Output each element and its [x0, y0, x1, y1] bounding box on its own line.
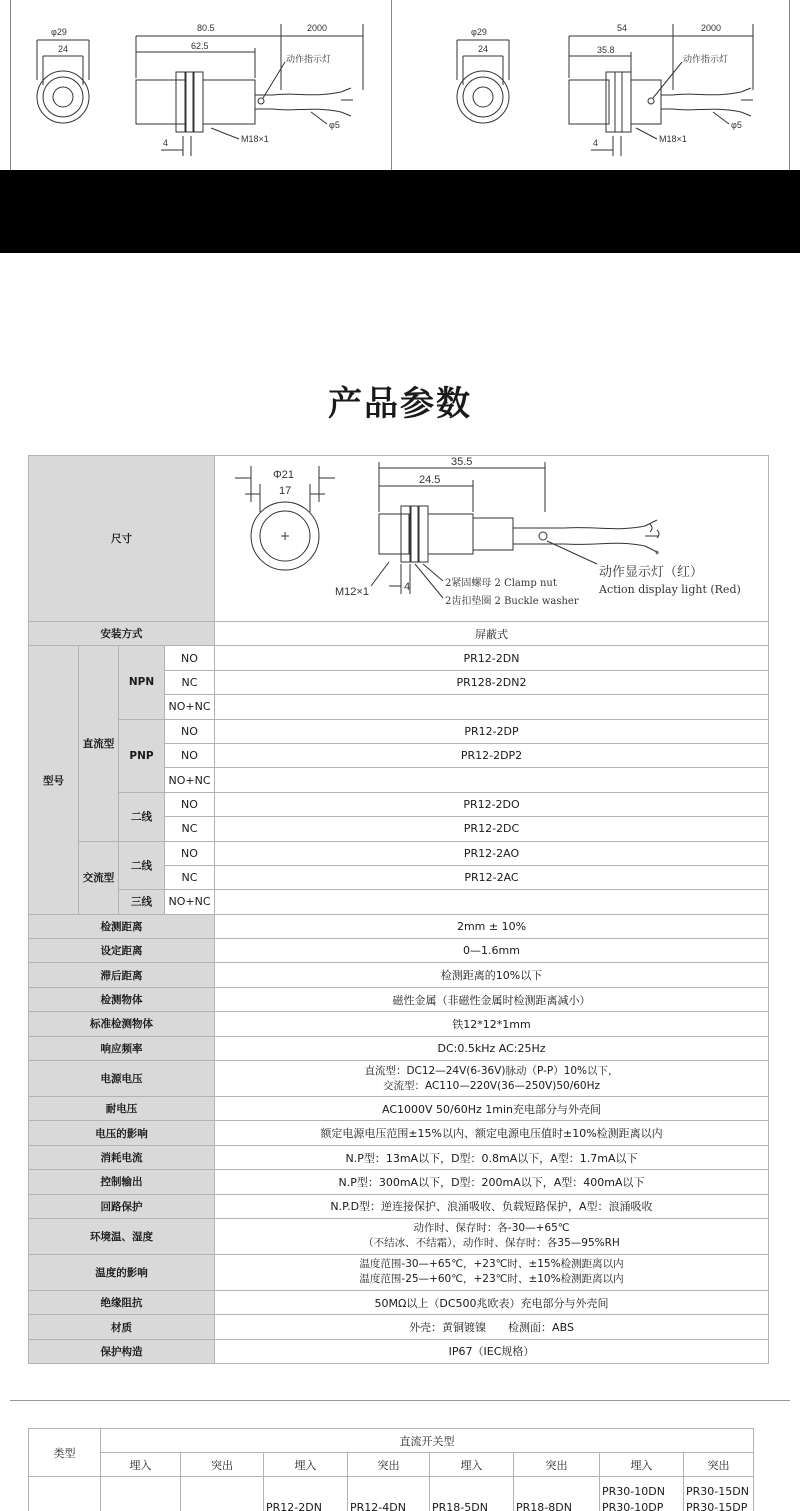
spec-value: DC:0.5kHz AC:25Hz: [215, 1036, 769, 1060]
contact-no: NO: [165, 792, 215, 816]
model-cell: PR30-15DN PR30-15DP: [684, 1477, 754, 1511]
panel-divider: [391, 0, 392, 170]
label-clamp-nut: 2紧固螺母 2 Clamp nut: [445, 578, 557, 589]
dim-body-length: 24.5: [419, 474, 441, 486]
model-pnp-nonc: [215, 768, 769, 792]
spec-value: 铁12*12*1mm: [215, 1012, 769, 1036]
section-divider: [10, 1400, 790, 1401]
spec-value: N.P型：13mA以下，D型：0.8mA以下，A型：1.7mA以下: [215, 1145, 769, 1169]
model-cell: PR18-8DN: [514, 1477, 600, 1511]
dim-total-length: 35.5: [451, 456, 473, 468]
spec-value: 50MΩ以上（DC500兆欧表）充电部分与外壳间: [215, 1290, 769, 1314]
spec-value: 额定电源电压范围±15%以内、额定电源电压值时±10%检测距离以内: [215, 1121, 769, 1145]
contact-nonc: NO+NC: [165, 890, 215, 914]
spec-label: 响应频率: [29, 1036, 215, 1060]
dim-d-inner: 24: [58, 44, 69, 54]
spec-label: 绝缘阻抗: [29, 1290, 215, 1314]
spec-value: [215, 1254, 769, 1290]
dim-body-length: 35.8: [597, 45, 615, 55]
model-cell: PR18-5DN: [430, 1477, 514, 1511]
contact-no: NO: [165, 646, 215, 670]
contact-no: NO: [165, 841, 215, 865]
dim-d-inner: 24: [478, 44, 489, 54]
model-npn-no: PR12-2DN: [215, 646, 769, 670]
model-dc2-nc: PR12-2DC: [215, 817, 769, 841]
sensor-drawing-short: [401, 0, 791, 170]
model-cell: PR30-10DN PR30-10DP: [600, 1477, 684, 1511]
dim-thread: M18×1: [659, 134, 687, 144]
group-label: 直流开关型: [101, 1429, 754, 1453]
ac-two-wire-label: 二线: [119, 841, 165, 890]
column-header: 埋入: [101, 1453, 181, 1477]
dim-cable-length: 2000: [701, 23, 722, 33]
dim-cable-diameter: φ5: [731, 120, 742, 130]
dim-d-inner: 17: [279, 485, 292, 497]
label-display-en: Action display light (Red): [599, 583, 741, 596]
spec-value: [215, 1061, 769, 1097]
model-pnp-nc: PR12-2DP2: [215, 743, 769, 767]
label-indicator: 动作指示灯: [286, 54, 332, 64]
spec-value: AC1000V 50/60Hz 1min充电部分与外壳间: [215, 1097, 769, 1121]
contact-nc: NC: [165, 670, 215, 694]
type-label: 类型: [29, 1429, 101, 1477]
sensor-drawing-long: [11, 0, 381, 170]
model-cell: [181, 1477, 264, 1511]
column-header: 埋入: [430, 1453, 514, 1477]
model-ac2-nc: PR12-2AC: [215, 865, 769, 889]
model-dc2-no: PR12-2DO: [215, 792, 769, 816]
spec-value-line: 温度范围-25—+60℃，+23℃时、±10%检测距离以内: [359, 1273, 624, 1286]
label-buckle-washer: 2齿扣垫圈 2 Buckle washer: [445, 596, 579, 607]
dim-d-outer: Φ21: [273, 469, 295, 481]
spec-label: 标准检测物体: [29, 1012, 215, 1036]
spec-value-line: 直流型：DC12—24V(6-36V)脉动（P-P）10%以下，: [364, 1064, 619, 1077]
spec-label: 耐电压: [29, 1097, 215, 1121]
model-cell: PR12-2DN: [264, 1477, 348, 1511]
dim-body-length: 62.5: [191, 41, 209, 51]
column-header: 突出: [514, 1453, 600, 1477]
dc-two-wire-label: 二线: [119, 792, 165, 841]
spec-value-line: 温度范围-30—+65℃，+23℃时、±15%检测距离以内: [359, 1258, 624, 1271]
npn-label: NPN: [119, 646, 165, 719]
row-label-cell: [29, 1477, 101, 1511]
dim-total-length: 54: [617, 23, 628, 33]
spec-label: 控制输出: [29, 1170, 215, 1194]
dim-d-outer: φ29: [471, 27, 487, 37]
sensor-drawing-m12: [215, 456, 767, 620]
mount-value: 屏蔽式: [215, 622, 769, 646]
model-pnp-no: PR12-2DP: [215, 719, 769, 743]
spec-label: 检测物体: [29, 987, 215, 1011]
spec-label: 环境温、湿度: [29, 1218, 215, 1254]
column-header: 突出: [684, 1453, 754, 1477]
spec-label: 检测距离: [29, 914, 215, 938]
model-cell: PR12-4DN: [348, 1477, 430, 1511]
section-title: 产品参数: [328, 384, 472, 424]
contact-nonc: NO+NC: [165, 695, 215, 719]
dim-nut-width: 4: [593, 138, 599, 148]
spec-table: [28, 455, 769, 1364]
column-header: 突出: [181, 1453, 264, 1477]
model-npn-nc: PR128-2DN2: [215, 670, 769, 694]
spec-label: 电压的影响: [29, 1121, 215, 1145]
size-label: 尺寸: [29, 456, 215, 622]
spec-label: 回路保护: [29, 1194, 215, 1218]
dim-nut-width: 4: [163, 138, 169, 148]
size-drawing-cell: [215, 456, 769, 622]
contact-nc: NC: [165, 817, 215, 841]
spec-label: 材质: [29, 1315, 215, 1339]
ac-three-wire-label: 三线: [119, 890, 165, 914]
dim-nut-width: 4: [404, 581, 411, 593]
spec-value: N.P.D型：逆连接保护、浪涌吸收、负载短路保护，A型：浪涌吸收: [215, 1194, 769, 1218]
spec-value: 0—1.6mm: [215, 939, 769, 963]
spec-value-line: （不结冰、不结霜），动作时、保存时：各35—95%RH: [363, 1237, 620, 1250]
pnp-label: PNP: [119, 719, 165, 792]
spec-value-line: 动作时、保存时：各-30—+65℃: [413, 1222, 570, 1235]
spec-value: 磁性金属（非磁性金属时检测距离减小）: [215, 987, 769, 1011]
mount-label: 安装方式: [29, 622, 215, 646]
ac-label: 交流型: [79, 841, 119, 914]
model-npn-nonc: [215, 695, 769, 719]
spec-value: 外壳：黄铜镀镍 检测面：ABS: [215, 1315, 769, 1339]
dim-total-length: 80.5: [197, 23, 215, 33]
top-drawing-panel: [10, 0, 790, 170]
dim-thread: M18×1: [241, 134, 269, 144]
column-header: 埋入: [264, 1453, 348, 1477]
spec-label: 温度的影响: [29, 1254, 215, 1290]
spec-value-line: 交流型：AC110—220V(36—250V)50/60Hz: [382, 1079, 601, 1092]
contact-nonc: NO+NC: [165, 768, 215, 792]
model-ac2-no: PR12-2AO: [215, 841, 769, 865]
spec-value: 检测距离的10%以下: [215, 963, 769, 987]
label-display-cn: 动作显示灯（红）: [599, 565, 704, 580]
dc-label: 直流型: [79, 646, 119, 841]
dim-d-outer: φ29: [51, 27, 67, 37]
spec-value: [215, 1218, 769, 1254]
dim-cable-length: 2000: [307, 23, 328, 33]
spec-label: 保护构造: [29, 1339, 215, 1363]
dim-thread: M12×1: [335, 586, 369, 598]
label-indicator: 动作指示灯: [683, 54, 729, 64]
black-band: [0, 170, 800, 253]
contact-no: NO: [165, 743, 215, 767]
model-comparison-table: [28, 1428, 754, 1511]
model-label: 型号: [29, 646, 79, 914]
label-star: *: [655, 549, 660, 561]
model-ac3-nonc: [215, 890, 769, 914]
spec-label: 消耗电流: [29, 1145, 215, 1169]
spec-label: 滞后距离: [29, 963, 215, 987]
contact-no: NO: [165, 719, 215, 743]
column-header: 埋入: [600, 1453, 684, 1477]
dim-cable-diameter: φ5: [329, 120, 340, 130]
spec-value: IP67（IEC规格）: [215, 1339, 769, 1363]
spec-label: 设定距离: [29, 939, 215, 963]
contact-nc: NC: [165, 865, 215, 889]
model-cell: [101, 1477, 181, 1511]
spec-label: 电源电压: [29, 1061, 215, 1097]
spec-value: 2mm ± 10%: [215, 914, 769, 938]
spec-value: N.P型：300mA以下，D型：200mA以下，A型：400mA以下: [215, 1170, 769, 1194]
column-header: 突出: [348, 1453, 430, 1477]
